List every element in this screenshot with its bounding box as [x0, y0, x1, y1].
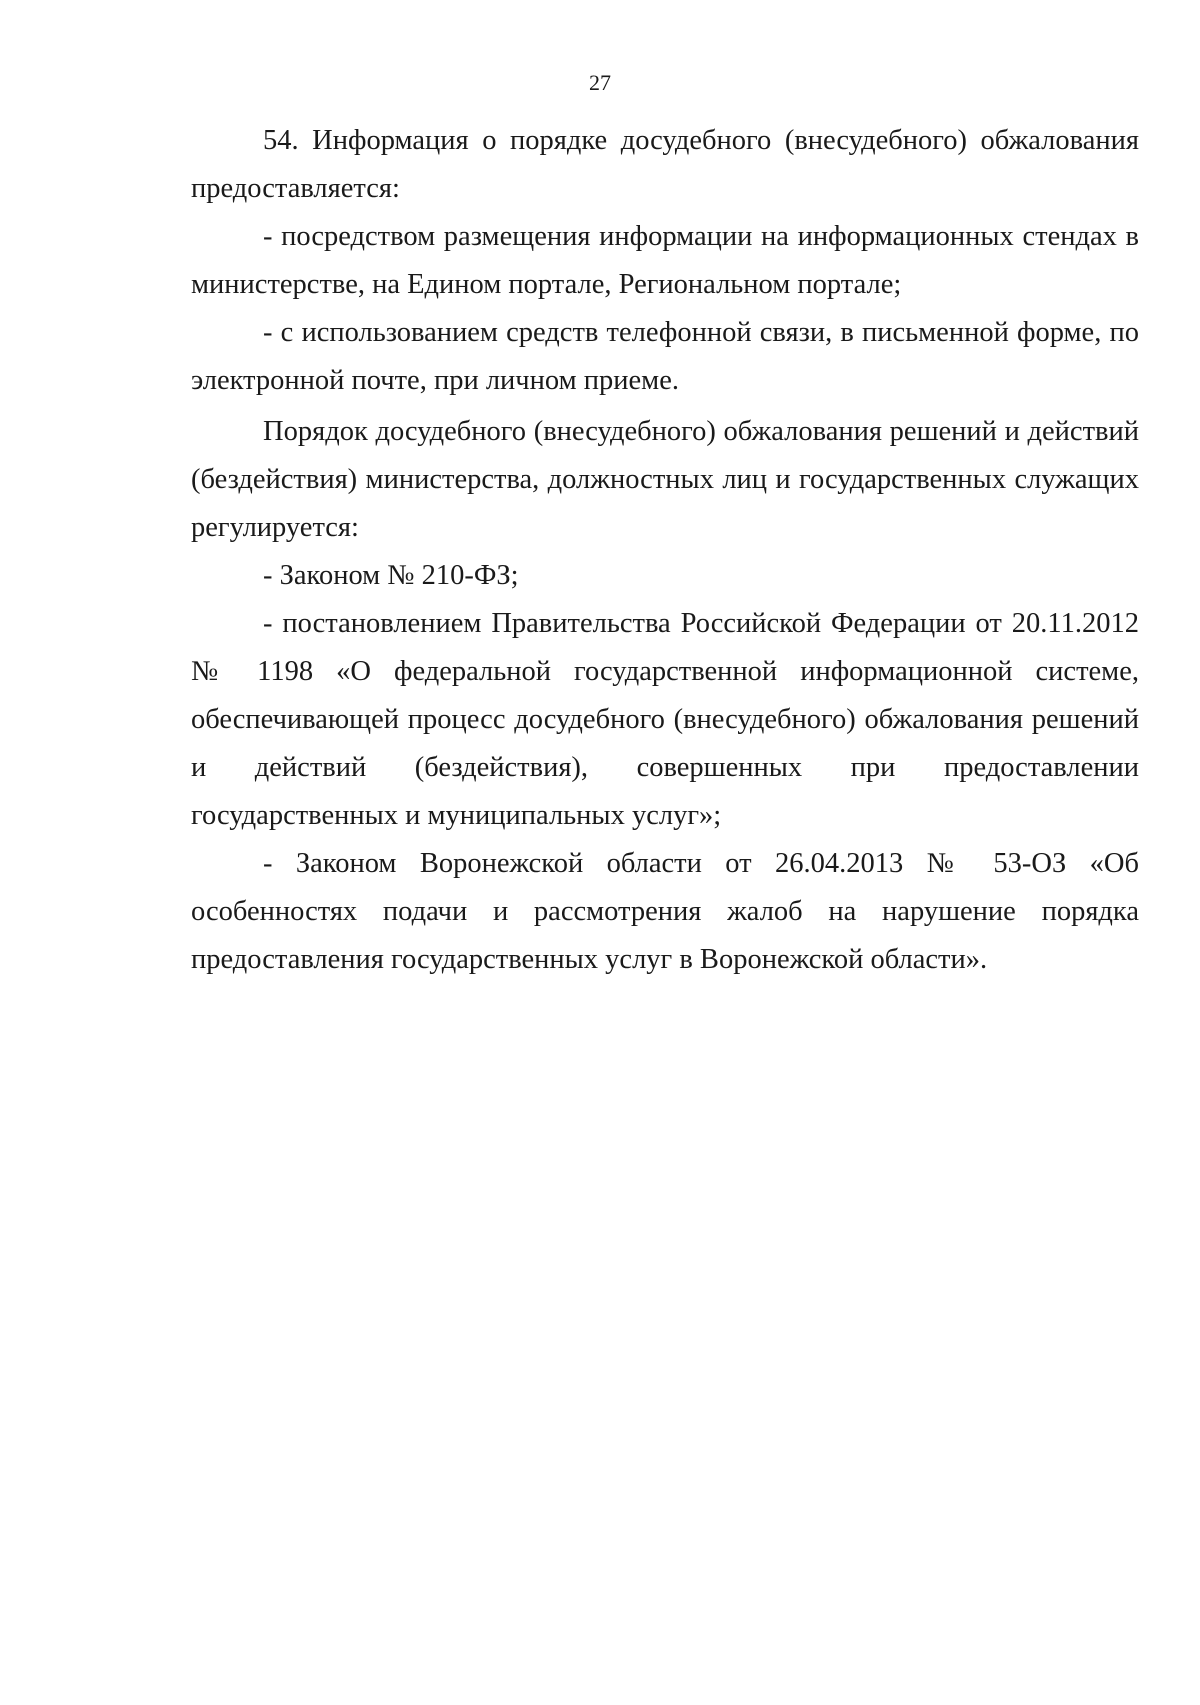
list-item-law-210: - Законом № 210-ФЗ; — [263, 560, 519, 591]
document-body — [191, 117, 1139, 984]
page-number: 27 — [589, 70, 611, 95]
list-item-communication: - с использованием средств телефонной связи, в письменной форме, по электронной почте, при личном приеме. — [191, 317, 1139, 396]
paragraph-appeal-regulation: Порядок досудебного (внесудебного) обжалования решений и действий (бездействия) министерства, должностных лиц и государственных служащих регулируется: — [191, 416, 1139, 543]
list-item-voronezh-law-53: - Законом Воронежской области от 26.04.2013 № 53-ОЗ «Об особенностях подачи и рассмотрения жалоб на нарушение порядка предоставления государственных услуг в Воронежской области». — [191, 848, 1139, 975]
list-item-government-decree-1198: - постановлением Правительства Российской Федерации от 20.11.2012 № 1198 «О федеральной государственной информационной системе, обеспечивающей процесс досудебного (внесудебного) обжалования решений и действий (бездействия), совершенных при предоставлении государственных и муниципальных услуг»; — [191, 608, 1139, 831]
paragraph-54-intro: 54. Информация о порядке досудебного (внесудебного) обжалования предоставляется: — [191, 125, 1139, 204]
list-item-stands: - посредством размещения информации на информационных стендах в министерстве, на Едином портале, Региональном портале; — [191, 221, 1139, 300]
